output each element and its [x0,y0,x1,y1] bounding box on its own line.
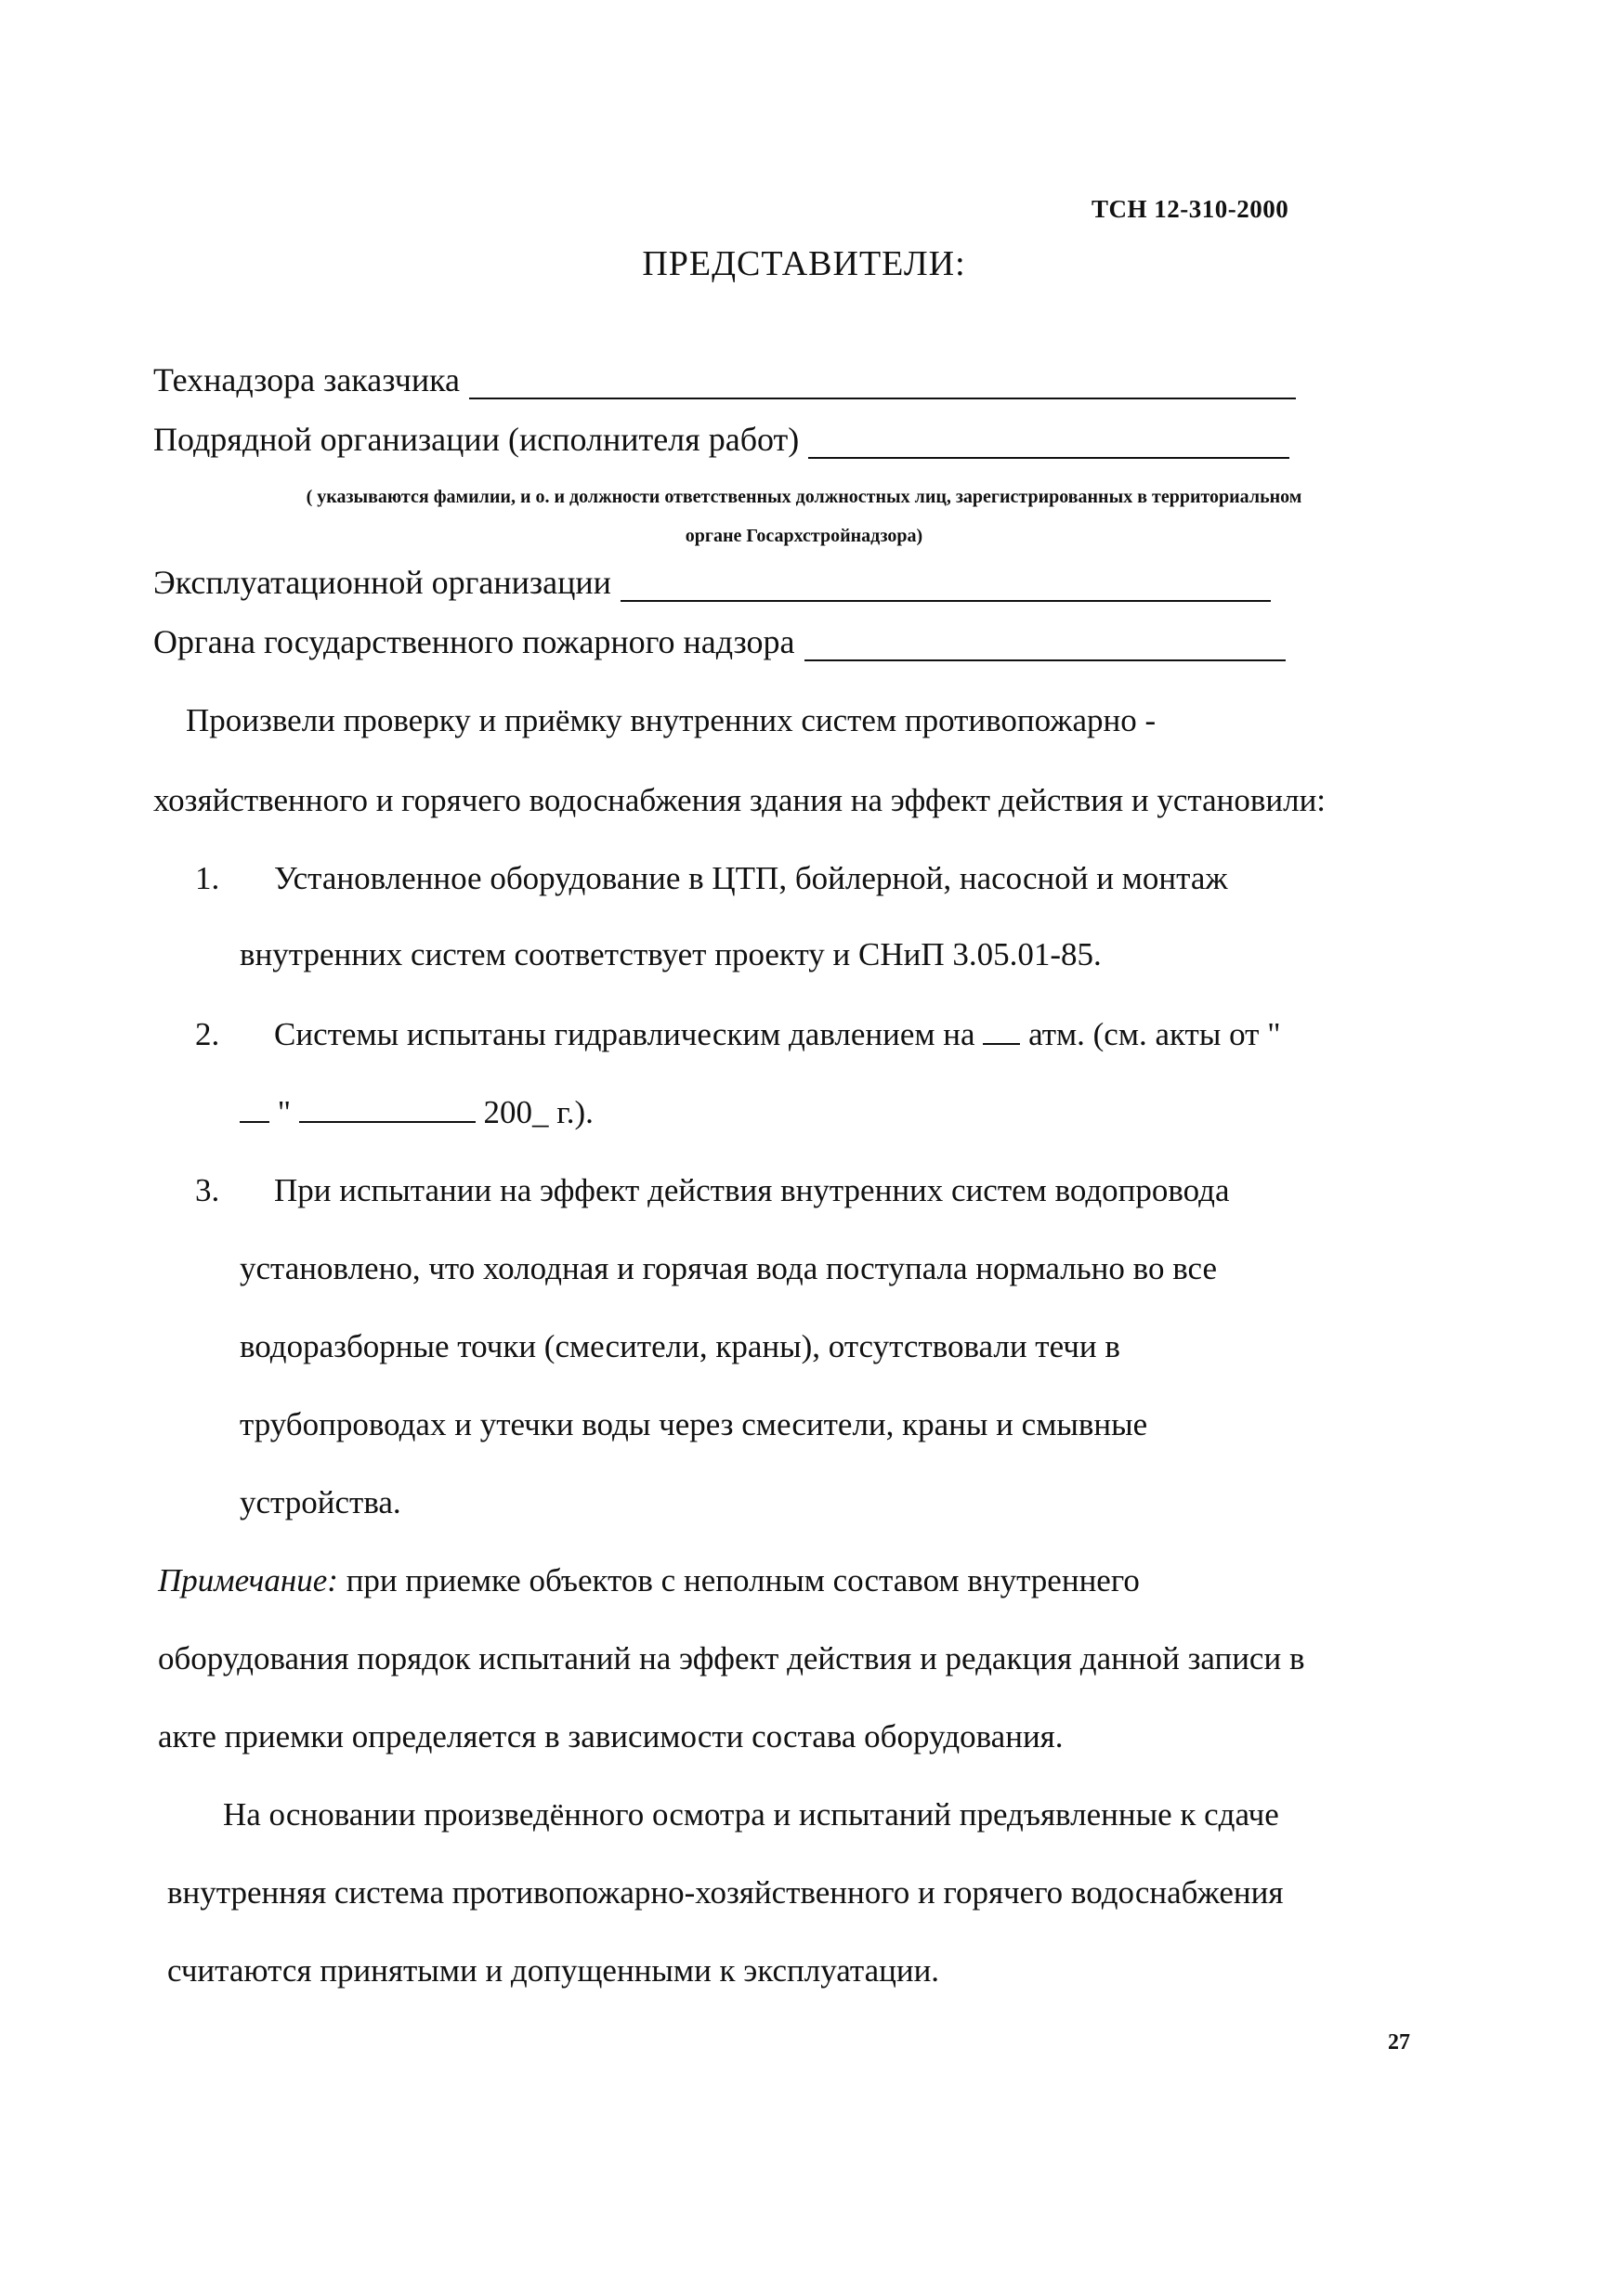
rep-contractor-label: Подрядной организации (исполнителя работ) [153,421,800,458]
document-code: ТСН 12-310-2000 [1092,195,1289,223]
rep-customer-row [153,360,1296,399]
rep-fire-row [153,622,1286,661]
note-line2: оборудования порядок испытаний на эффект действия и редакция данной записи в [158,1640,1305,1676]
item-2-line1 [274,1016,1280,1053]
item-3-line4: трубопроводах и утечки воды через смесители, краны и смывные [240,1406,1148,1442]
conclusion-line2: внутренняя система противопожарно-хозяйственного и горячего водоснабжения [167,1874,1284,1911]
date-day-blank [240,1095,269,1123]
item-3-line3: водоразборные точки (смесители, краны), отсутствовали течи в [240,1328,1120,1364]
pressure-blank [983,1017,1020,1045]
item-2-quote: " [277,1094,292,1130]
item-1-line2: внутренних систем соответствует проекту и СНиП 3.05.01-85. [240,936,1102,972]
item-3-number: 3. [195,1172,220,1208]
rep-contractor-blank [808,429,1289,459]
item-2-text-a: Системы испытаны гидравлическим давлением на [274,1016,975,1052]
conclusion-line1: На основании произведённого осмотра и испытаний предъявленные к сдаче [223,1796,1279,1833]
conclusion-line3: считаются принятыми и допущенными к эксплуатации. [167,1952,940,1989]
page-title: ПРЕДСТАВИТЕЛИ: [642,244,966,283]
note-line3: акте приемки определяется в зависимости состава оборудования. [158,1718,1064,1755]
item-1-line1: Установленное оборудование в ЦТП, бойлерной, насосной и монтаж [274,860,1228,896]
note-text-1: при приемке объектов с неполным составом внутреннего [337,1562,1140,1598]
rep-operating-label: Эксплуатационной организации [153,564,611,601]
item-1-number: 1. [195,860,220,896]
item-3-line2: установлено, что холодная и горячая вода поступала нормально во все [240,1250,1218,1286]
rep-fire-label: Органа государственного пожарного надзора [153,623,795,660]
rep-footnote-line2: органе Госархстройнадзора) [685,526,923,546]
item-3-line5: устройства. [240,1484,401,1520]
rep-fire-blank [804,632,1286,661]
note-label: Примечание: [158,1562,338,1598]
intro-line1: Произвели проверку и приёмку внутренних систем противопожарно - [186,702,1157,738]
date-month-blank [299,1095,476,1123]
item-2-line2 [240,1094,594,1131]
rep-operating-row [153,563,1271,602]
item-2-year: 200_ г.). [483,1094,594,1130]
item-2-number: 2. [195,1016,220,1052]
rep-contractor-row [153,420,1289,459]
rep-operating-blank [621,572,1271,602]
rep-footnote-line1: ( указываются фамилии, и о. и должности ответственных должностных лиц, зарегистрированных в территориальном [306,487,1302,507]
page-number: 27 [1388,2030,1410,2055]
intro-line2: хозяйственного и горячего водоснабжения здания на эффект действия и установили: [153,782,1327,818]
note-line1 [158,1562,1140,1599]
item-2-text-b: атм. (см. акты от " [1028,1016,1281,1052]
rep-customer-label: Технадзора заказчика [153,361,461,398]
rep-customer-blank [469,370,1296,399]
item-3-line1: При испытании на эффект действия внутренних систем водопровода [274,1172,1230,1208]
